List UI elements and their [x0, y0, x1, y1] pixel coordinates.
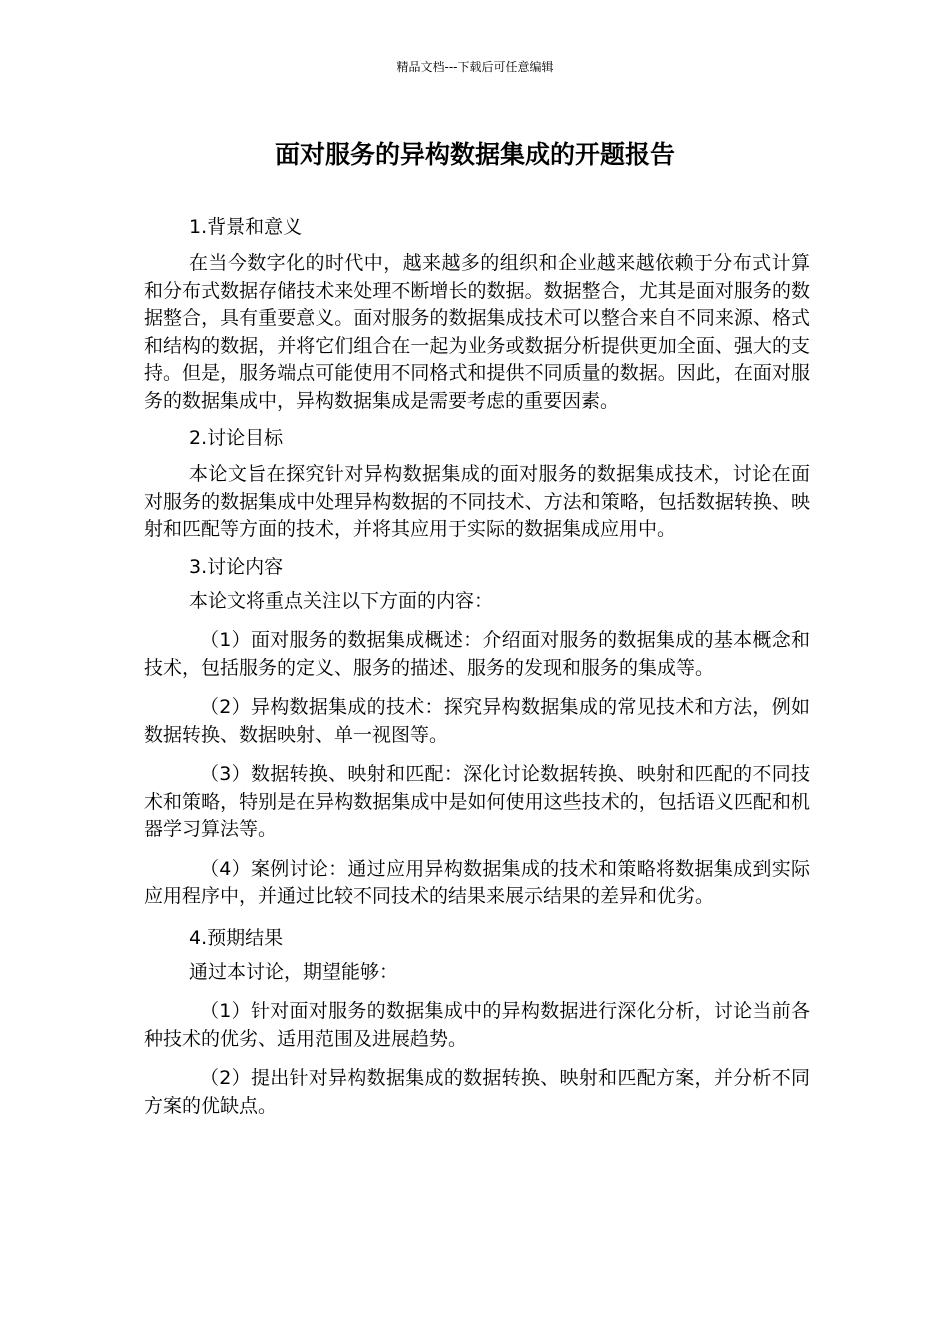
list-item: （3）数据转换、映射和匹配：深化讨论数据转换、映射和匹配的不同技术和策略，特别是在异构数据集成中是如何使用这些技术的，包括语义匹配和机器学习算法等。 [144, 763, 810, 840]
list-item: （2）异构数据集成的技术：探究异构数据集成的常见技术和方法，例如数据转换、数据映射、单一视图等。 [144, 696, 810, 746]
section-paragraph-goals: 本论文旨在探究针对异构数据集成的面对服务的数据集成技术，讨论在面对服务的数据集成中处理异构数据的不同技术、方法和策略，包括数据转换、映射和匹配等方面的技术，并将其应用于实际的数据集成应用中。 [144, 463, 810, 540]
list-item: （4）案例讨论：通过应用异构数据集成的技术和策略将数据集成到实际应用程序中，并通过比较不同技术的结果来展示结果的差异和优劣。 [144, 857, 810, 907]
section-heading-expected-results: 4.预期结果 [189, 926, 284, 949]
section-heading-content: 3.讨论内容 [189, 555, 284, 578]
section-intro-expected-results: 通过本讨论，期望能够： [189, 960, 399, 983]
section-heading-goals: 2.讨论目标 [189, 427, 284, 449]
page-header-note: 精品文档---下载后可任意编辑 [396, 60, 554, 74]
section-intro-content: 本论文将重点关注以下方面的内容： [189, 589, 494, 612]
list-item: （1）针对面对服务的数据集成中的异构数据进行深化分析，讨论当前各种技术的优劣、适用范围及进展趋势。 [144, 1000, 810, 1050]
document-body [144, 212, 810, 1120]
section-paragraph-background: 在当今数字化的时代中，越来越多的组织和企业越来越依赖于分布式计算和分布式数据存储技术来处理不断增长的数据。数据整合，尤其是面对服务的数据整合，具有重要意义。面对服务的数据集成技术可以整合来自不同来源、格式和结构的数据，并将它们组合在一起为业务或数据分析提供更加全面、强大的支持。但是，服务端点可能使用不同格式和提供不同质量的数据。因此，在面对服务的数据集成中，异构数据集成是需要考虑的重要因素。 [144, 252, 810, 412]
list-item: （1）面对服务的数据集成概述：介绍面对服务的数据集成的基本概念和技术，包括服务的定义、服务的描述、服务的发现和服务的集成等。 [144, 629, 810, 679]
section-heading-background: 1.背景和意义 [189, 216, 303, 238]
list-item: （2）提出针对异构数据集成的数据转换、映射和匹配方案，并分析不同方案的优缺点。 [144, 1067, 810, 1117]
document-title: 面对服务的异构数据集成的开题报告 [274, 140, 675, 169]
